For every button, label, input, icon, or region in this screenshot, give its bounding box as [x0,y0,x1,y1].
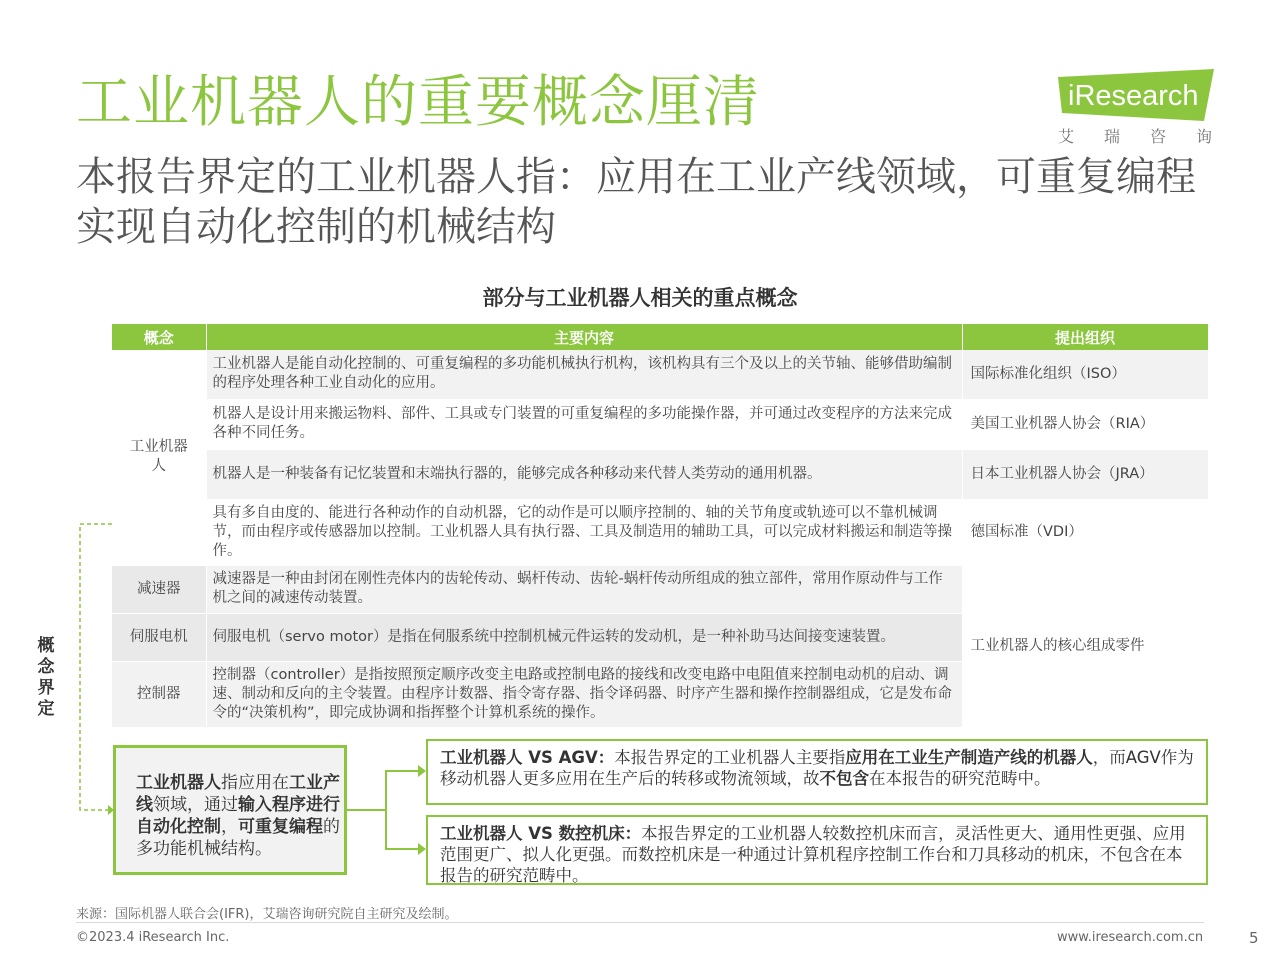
definition-text: 工业机器人指应用在工业产线领域，通过输入程序进行自动化控制，可重复编程的多功能机械结构。 [136,773,340,859]
concept-industrial-robot: 工业机器人 [112,350,206,565]
header-concept: 概念 [112,324,206,350]
row-org: 美国工业机器人协会（RIA） [962,399,1208,449]
logo-subtext: 艾 瑞 咨 询 [1058,127,1214,146]
footer-divider [76,922,1204,923]
row-org: 日本工业机器人协会（JRA） [962,449,1208,499]
comparison-cnc: 工业机器人 VS 数控机床：本报告界定的工业机器人较数控机床而言，灵活性更大、通用性更强、应用范围更广、拟人化更强。而数控机床是一种通过计算机程序控制工作台和刀具移动的机床，不包含在本报告的研究范畴中。 [426,815,1208,885]
website-link[interactable]: www.iresearch.com.cn [1057,930,1204,945]
side-label: 概 念 界 定 [37,636,55,719]
concept-reducer: 减速器 [112,565,206,613]
row-content: 具有多自由度的、能进行各种动作的自动机器，它的动作是可以顺序控制的、轴的关节角度或轨迹可以不靠机械调节，而由程序或传感器加以控制。工业机器人具有执行器、工具及制造用的辅助工具，可以完成材料搬运和制造等操作。 [206,499,962,565]
row-content: 控制器（controller）是指按照预定顺序改变主电路或控制电路的接线和改变电路中电阻值来控制电动机的启动、调速、制动和反向的主令装置。由程序计数器、指令寄存器、指令译码器、时序产生器和操作控制器组成，它是发布命令的“决策机构”，即完成协调和指挥整个计算机系统的操作。 [206,661,962,727]
header-content: 主要内容 [206,324,962,350]
svg-text:iResearch: iResearch [1068,80,1199,112]
row-content: 伺服电机（servo motor）是指在伺服系统中控制机械元件运转的发动机，是一种补助马达间接变速装置。 [206,613,962,661]
row-content: 工业机器人是能自动化控制的、可重复编程的多功能机械执行机构，该机构具有三个及以上的关节轴、能够借助编制的程序处理各种工业自动化的应用。 [206,350,962,399]
row-org-parts: 工业机器人的核心组成零件 [962,565,1208,727]
definition-box [113,745,347,875]
row-content: 机器人是设计用来搬运物料、部件、工具或专门装置的可重复编程的多功能操作器，并可通过改变程序的方法来完成各种不同任务。 [206,399,962,449]
row-org: 国际标准化组织（ISO） [962,350,1208,399]
comparison-agv: 工业机器人 VS AGV：本报告界定的工业机器人主要指应用在工业生产制造产线的机器人，而AGV作为移动机器人更多应用在生产后的转移或物流领域，故不包含在本报告的研究范畴中。 [426,739,1208,805]
table-title: 部分与工业机器人相关的重点概念 [482,286,798,310]
copyright: ©2023.4 iResearch Inc. [76,930,230,945]
header-org: 提出组织 [962,324,1208,350]
row-content: 机器人是一种装备有记忆装置和末端执行器的，能够完成各种移动来代替人类劳动的通用机器。 [206,449,962,499]
page-subtitle: 本报告界定的工业机器人指：应用在工业产线领域，可重复编程实现自动化控制的机械结构 [76,154,1196,250]
concept-controller: 控制器 [112,661,206,727]
row-content: 减速器是一种由封闭在刚性壳体内的齿轮传动、蜗杆传动、齿轮-蜗杆传动所组成的独立部件，常用作原动件与工作机之间的减速传动装置。 [206,565,962,613]
row-org: 德国标准（VDI） [962,499,1208,565]
page-title: 工业机器人的重要概念厘清 [76,70,760,135]
concept-servo-motor: 伺服电机 [112,613,206,661]
page-number: 5 [1249,929,1259,947]
source-note: 来源：国际机器人联合会(IFR)，艾瑞咨询研究院自主研究及绘制。 [76,907,458,922]
